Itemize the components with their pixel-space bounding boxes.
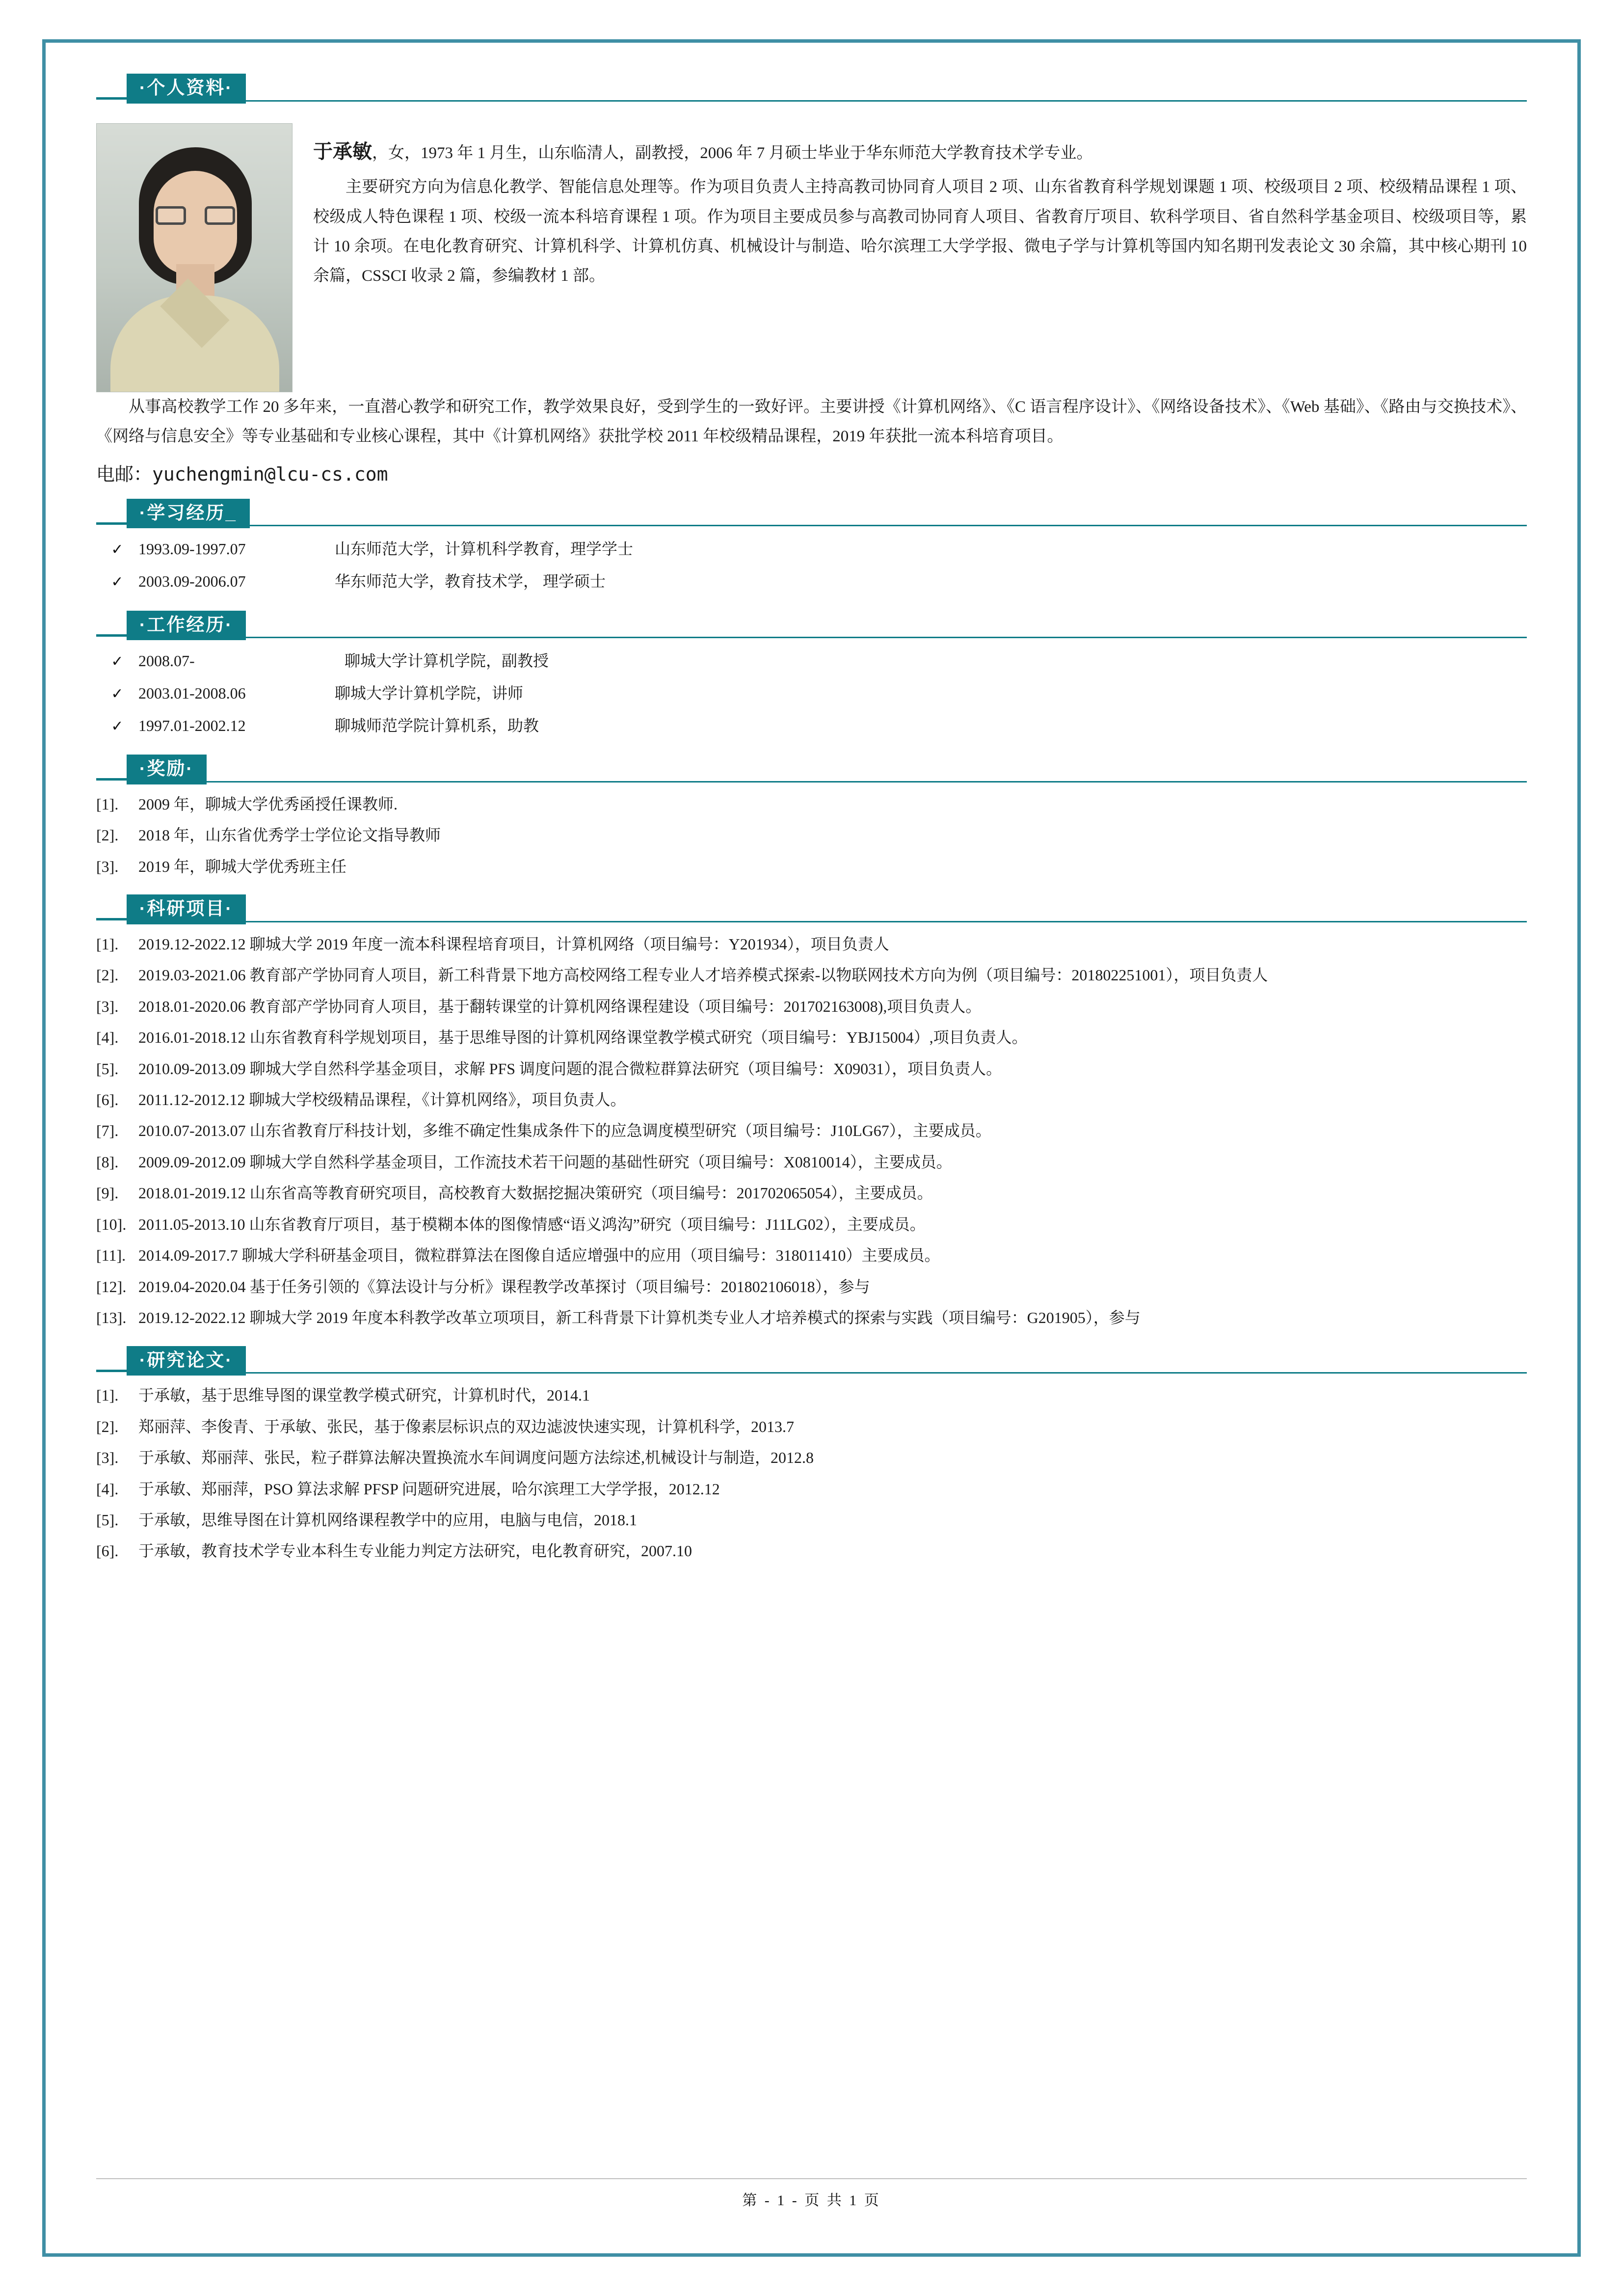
- section-work: [96, 611, 1527, 742]
- list-item: [96, 1210, 1527, 1240]
- item-index: [5].: [96, 1511, 119, 1529]
- list-item: [96, 1272, 1527, 1302]
- email-value[interactable]: yuchengmin@lcu-cs.com: [152, 463, 388, 485]
- section-title-awards: ·奖励·: [127, 755, 207, 784]
- list-item: [96, 1054, 1527, 1084]
- list-item: [96, 1412, 1527, 1442]
- item-text: 2018 年，山东省优秀学士学位论文指导教师: [138, 826, 441, 844]
- list-item: [96, 1023, 1527, 1053]
- list-item: [96, 852, 1527, 882]
- item-text: 2019.12-2022.12 聊城大学 2019 年度本科教学改革立项项目，新工科背景下计算机类专业人才培养模式的探索与实践（项目编号：G201905），参与: [138, 1309, 1141, 1327]
- work-date: 2008.07-: [138, 652, 195, 670]
- list-item: [96, 1474, 1527, 1504]
- item-index: [5].: [96, 1059, 119, 1078]
- item-text: 2010.09-2013.09 聊城大学自然科学基金项目，求解 PFS 调度问题的混合微粒群算法研究（项目编号：X09031），项目负责人。: [138, 1059, 1002, 1078]
- section-title-projects: ·科研项目·: [127, 894, 246, 924]
- item-text: 于承敏，教育技术学专业本科生专业能力判定方法研究，电化教育研究，2007.10: [138, 1542, 692, 1560]
- check-icon: ✓: [111, 653, 124, 670]
- projects-list: [96, 929, 1527, 1333]
- section-lead-bar: [96, 898, 127, 920]
- education-desc: 山东师范大学，计算机科学教育，理学学士: [335, 540, 634, 558]
- item-index: [10].: [96, 1215, 127, 1233]
- item-index: [13].: [96, 1309, 127, 1327]
- check-icon: ✓: [111, 574, 124, 591]
- section-personal: [96, 74, 1527, 486]
- section-projects: [96, 894, 1527, 1333]
- glasses-icon: [156, 206, 235, 226]
- item-index: [3].: [96, 1449, 119, 1467]
- item-index: [1].: [96, 1386, 119, 1405]
- item-text: 于承敏、郑丽萍，PSO 算法求解 PFSP 问题研究进展，哈尔滨理工大学学报，2012.12: [138, 1480, 720, 1498]
- section-rule: [250, 525, 1527, 526]
- list-item: [96, 789, 1527, 819]
- section-awards: [96, 755, 1527, 882]
- item-text: 2009.09-2012.09 聊城大学自然科学基金项目，工作流技术若干问题的基础性研究（项目编号：X0810014），主要成员。: [138, 1153, 952, 1171]
- education-list: [96, 533, 1527, 597]
- list-item: [96, 1147, 1527, 1177]
- section-header-education: [96, 499, 1527, 529]
- section-lead-bar: [96, 614, 127, 637]
- section-rule: [207, 781, 1527, 783]
- list-item: [96, 1443, 1527, 1473]
- check-icon: ✓: [111, 685, 124, 702]
- education-date: 1993.09-1997.07: [138, 540, 246, 558]
- item-index: [7].: [96, 1122, 119, 1140]
- item-index: [6].: [96, 1542, 119, 1560]
- page-content: [42, 39, 1581, 2257]
- list-item: [96, 1380, 1527, 1410]
- section-title-papers: ·研究论文·: [127, 1346, 246, 1376]
- item-text: 2011.05-2013.10 山东省教育厅项目，基于模糊本体的图像情感“语义鸿沟”研究（项目编号：J11LG02），主要成员。: [138, 1215, 926, 1233]
- list-item: [96, 929, 1527, 959]
- profile-paragraph-2: 从事高校教学工作 20 多年来，一直潜心教学和研究工作，教学效果良好，受到学生的一致好评。主要讲授《计算机网络》、《C 语言程序设计》、《网络设备技术》、《Web 基础》、《路由与交换技术》、《网络与信息安全》等专业基础和专业核心课程，其中《计算机网络》获批学校 2011 年校级精品课程，2019 年获批一流本科培育项目。: [96, 398, 1527, 445]
- item-index: [3].: [96, 997, 119, 1015]
- item-index: [8].: [96, 1153, 119, 1171]
- check-icon: ✓: [111, 541, 124, 558]
- item-text: 郑丽萍、李俊青、于承敏、张民，基于像素层标识点的双边滤波快速实现，计算机科学，2013.7: [138, 1417, 795, 1435]
- section-lead-bar: [96, 77, 127, 100]
- section-title-work: ·工作经历·: [127, 611, 246, 641]
- item-text: 于承敏，基于思维导图的课堂教学模式研究，计算机时代，2014.1: [138, 1386, 590, 1405]
- list-item: [96, 1178, 1527, 1208]
- profile-text: [313, 108, 1527, 294]
- section-header-work: [96, 611, 1527, 641]
- work-desc: 聊城师范学院计算机系，助教: [335, 716, 539, 734]
- education-desc: 华东师范大学，教育技术学， 理学硕士: [335, 572, 606, 591]
- section-header-papers: [96, 1346, 1527, 1376]
- list-item: [96, 566, 1527, 598]
- section-title-education: ·学习经历_: [127, 499, 250, 529]
- section-rule: [246, 637, 1527, 638]
- work-date: 1997.01-2002.12: [138, 716, 246, 734]
- list-item: [96, 645, 1527, 677]
- item-text: 2010.07-2013.07 山东省教育厅科技计划，多维不确定性集成条件下的应急调度模型研究（项目编号：J10LG67），主要成员。: [138, 1122, 991, 1140]
- section-header-awards: [96, 755, 1527, 784]
- item-index: [2].: [96, 966, 119, 984]
- item-text: 2016.01-2018.12 山东省教育科学规划项目，基于思维导图的计算机网络课堂教学模式研究（项目编号：YBJ15004）,项目负责人。: [138, 1028, 1028, 1047]
- item-index: [4].: [96, 1480, 119, 1498]
- item-index: [6].: [96, 1091, 119, 1108]
- item-text: 于承敏，思维导图在计算机网络课程教学中的应用，电脑与电信，2018.1: [138, 1511, 638, 1529]
- item-text: 2019.03-2021.06 教育部产学协同育人项目，新工科背景下地方高校网络工程专业人才培养模式探索-以物联网技术方向为例（项目编号：201802251001），项目负责人: [138, 966, 1268, 984]
- work-desc: 聊城大学计算机学院，副教授: [345, 652, 549, 670]
- person-name: 于承敏: [313, 140, 372, 162]
- section-rule: [246, 921, 1527, 922]
- list-item: [96, 1116, 1527, 1146]
- profile-block: [96, 108, 1527, 392]
- section-rule: [246, 1372, 1527, 1374]
- work-desc: 聊城大学计算机学院，讲师: [335, 684, 524, 702]
- section-lead-bar: [96, 1350, 127, 1372]
- item-index: [12].: [96, 1277, 127, 1296]
- item-text: 2019.12-2022.12 聊城大学 2019 年度一流本科课程培育项目，计算机网络（项目编号：Y201934），项目负责人: [138, 935, 889, 953]
- item-index: [4].: [96, 1028, 119, 1047]
- list-item: [96, 1303, 1527, 1333]
- page-footer: 第 - 1 - 页 共 1 页: [96, 2178, 1527, 2210]
- item-text: 2018.01-2019.12 山东省高等教育研究项目，高校教育大数据挖掘决策研究（项目编号：201702065054），主要成员。: [138, 1184, 933, 1202]
- work-date: 2003.01-2008.06: [138, 684, 246, 702]
- item-index: [3].: [96, 857, 119, 875]
- list-item: [96, 992, 1527, 1022]
- education-date: 2003.09-2006.07: [138, 572, 246, 591]
- list-item: [96, 820, 1527, 850]
- item-index: [2].: [96, 826, 119, 844]
- item-text: 2019 年，聊城大学优秀班主任: [138, 857, 347, 875]
- item-text: 2011.12-2012.12 聊城大学校级精品课程，《计算机网络》，项目负责人。: [138, 1091, 626, 1108]
- check-icon: ✓: [111, 718, 124, 734]
- item-text: 2009 年，聊城大学优秀函授任课教师.: [138, 795, 398, 813]
- item-index: [9].: [96, 1184, 119, 1202]
- item-index: [2].: [96, 1417, 119, 1435]
- portrait-photo: [96, 123, 293, 392]
- item-text: 2014.09-2017.7 聊城大学科研基金项目，微粒群算法在图像自适应增强中的应用（项目编号：318011410）主要成员。: [138, 1246, 940, 1265]
- list-item: [96, 1536, 1527, 1566]
- section-header-projects: [96, 894, 1527, 924]
- item-text: 2019.04-2020.04 基于任务引领的《算法设计与分析》课程教学改革探讨（项目编号：201802106018），参与: [138, 1277, 870, 1296]
- work-list: [96, 645, 1527, 742]
- section-education: [96, 499, 1527, 598]
- section-lead-bar: [96, 502, 127, 525]
- profile-intro-line: [313, 134, 1527, 170]
- list-item: [96, 960, 1527, 990]
- list-item: [96, 1241, 1527, 1270]
- item-index: [1].: [96, 795, 119, 813]
- list-item: [96, 710, 1527, 742]
- awards-list: [96, 789, 1527, 882]
- item-index: [1].: [96, 935, 119, 953]
- profile-paragraph-1: 主要研究方向为信息化教学、智能信息处理等。作为项目负责人主持高教司协同育人项目 2 项、山东省教育科学规划课题 1 项、校级项目 2 项、校级精品课程 1 项、校级成人特色课程 1 项、校级一流本科培育课程 1 项。作为项目主要成员参与高教司协同育人项目、省教育厅项目、软科学项目、省自然科学基金项目、校级项目等，累计 10 余项。在电化教育研究、计算机科学、计算机仿真、机械设计与制造、哈尔滨理工大学学报、微电子学与计算机等国内知名期刊发表论文 30 余篇，其中核心期刊 10 余篇，CSSCI 收录 2 篇，参编教材 1 部。: [313, 178, 1527, 285]
- papers-list: [96, 1380, 1527, 1567]
- item-text: 于承敏、郑丽萍、张民，粒子群算法解决置换流水车间调度问题方法综述,机械设计与制造，2012.8: [138, 1449, 814, 1467]
- list-item: [96, 1505, 1527, 1535]
- section-rule: [246, 100, 1527, 102]
- item-text: 2018.01-2020.06 教育部产学协同育人项目，基于翻转课堂的计算机网络课程建设（项目编号：201702163008),项目负责人。: [138, 997, 982, 1015]
- section-title-personal: ·个人资料·: [127, 74, 246, 104]
- list-item: [96, 1085, 1527, 1115]
- section-lead-bar: [96, 758, 127, 781]
- list-item: [96, 533, 1527, 566]
- email-label: 电邮：: [96, 464, 153, 485]
- list-item: [96, 677, 1527, 710]
- email-line: [96, 459, 1527, 486]
- section-header-personal: [96, 74, 1527, 104]
- person-summary: ，女，1973 年 1 月生，山东临清人，副教授，2006 年 7 月硕士毕业于华东师范大学教育技术学专业。: [372, 144, 1093, 162]
- section-papers: [96, 1346, 1527, 1567]
- item-index: [11].: [96, 1246, 126, 1265]
